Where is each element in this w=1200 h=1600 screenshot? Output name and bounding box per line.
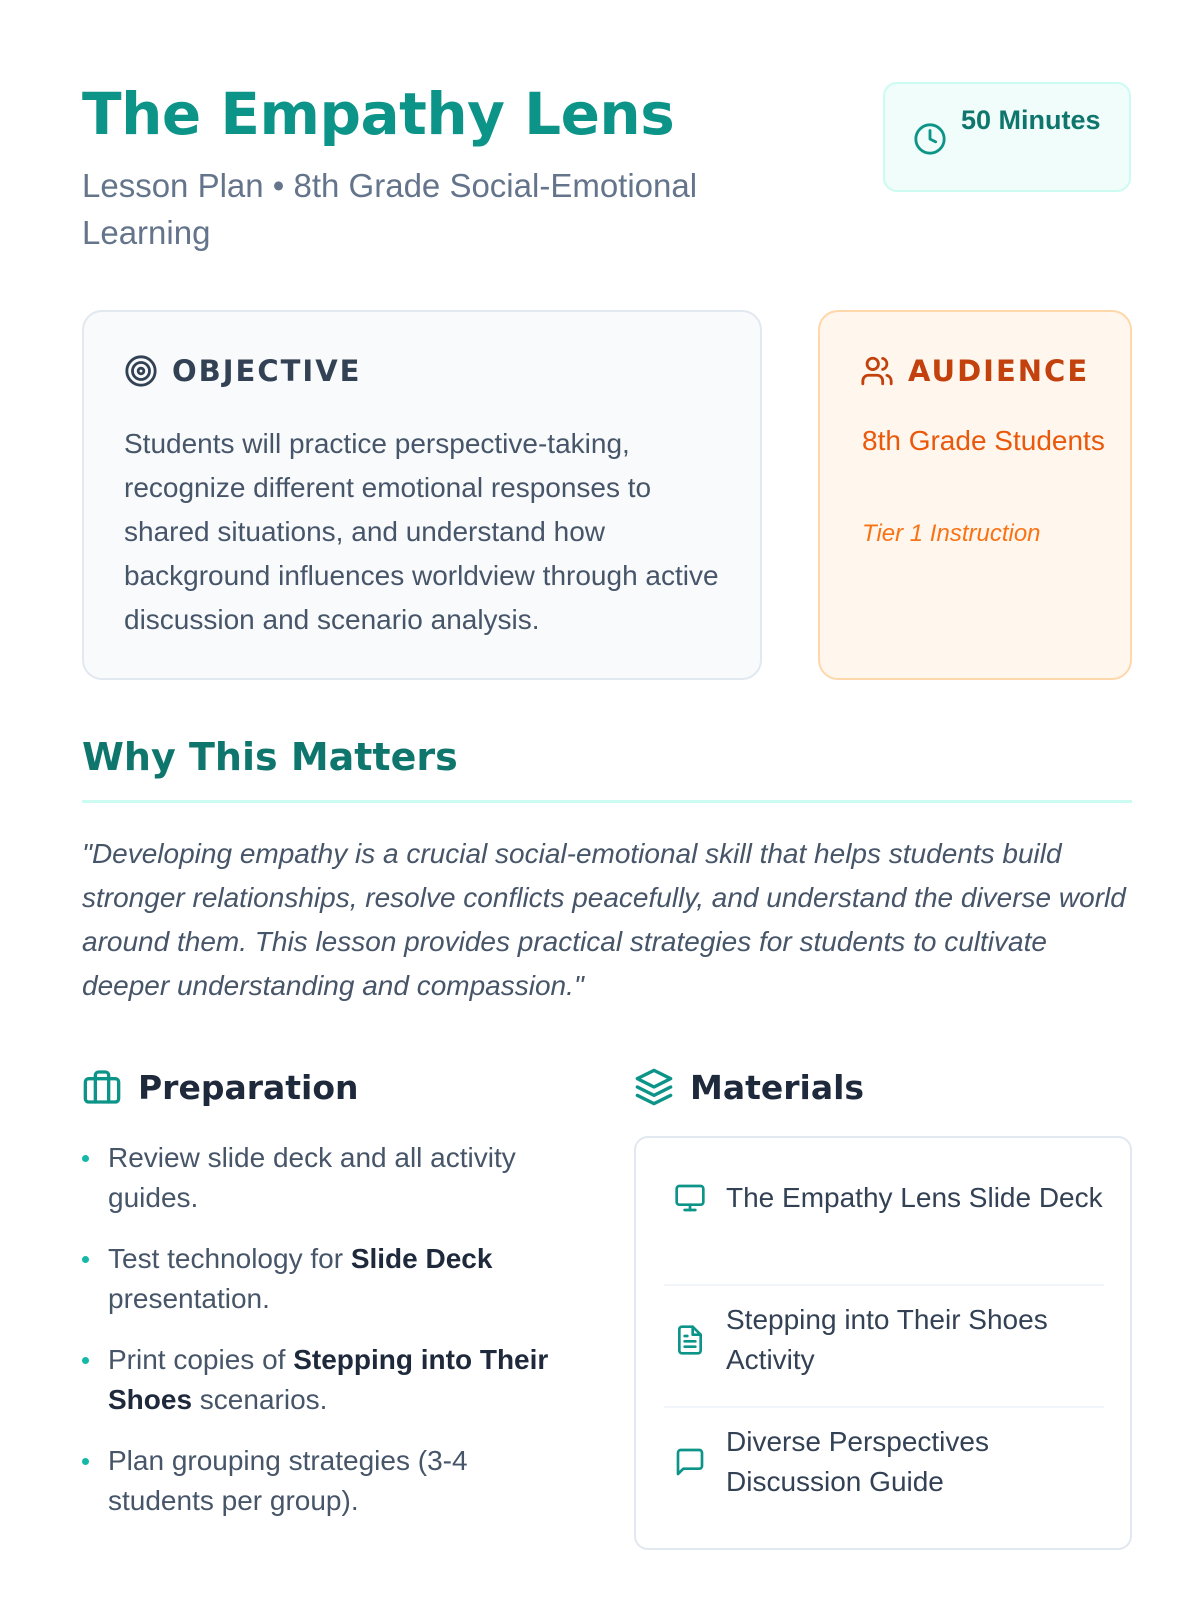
objective-header <box>124 354 361 388</box>
material-discussion-guide[interactable] <box>664 1422 1104 1502</box>
target-icon <box>124 354 158 388</box>
monitor-icon <box>674 1182 706 1214</box>
objective-label: OBJECTIVE <box>172 354 362 388</box>
audience-grade: 8th Grade Students <box>862 425 1105 456</box>
section-divider <box>82 800 1132 803</box>
objective-card <box>82 310 762 680</box>
preparation-list <box>82 1138 572 1542</box>
preparation-header <box>82 1067 359 1107</box>
duration-badge <box>883 82 1131 192</box>
audience-tier: Tier 1 Instruction <box>862 520 1041 547</box>
page-title: The Empathy Lens <box>82 80 675 148</box>
materials-header <box>634 1067 864 1107</box>
material-activity[interactable] <box>664 1300 1104 1380</box>
audience-card <box>818 310 1132 680</box>
list-item: Test technology for Slide Deck presentation. <box>82 1239 572 1319</box>
list-item: Print copies of Stepping into Their Shoes scenarios. <box>82 1340 572 1420</box>
preparation-title: Preparation <box>138 1067 359 1107</box>
bullet-dot <box>82 1256 89 1263</box>
list-item: Plan grouping strategies (3-4 students per group). <box>82 1441 572 1521</box>
material-divider <box>664 1284 1104 1286</box>
bullet-dot <box>82 1357 89 1364</box>
material-label: The Empathy Lens Slide Deck <box>726 1182 1103 1213</box>
clock-icon <box>913 122 947 156</box>
why-quote: "Developing empathy is a crucial social-emotional skill that helps students build stronger relationships, resolve conflicts peacefully, and understand the diverse world around them. This lesson provides practical strategies for students to cultivate deeper understanding and compassion." <box>82 838 1126 1001</box>
page-subtitle: Lesson Plan • 8th Grade Social-Emotional Learning <box>82 167 698 251</box>
audience-label: AUDIENCE <box>908 354 1090 388</box>
users-icon <box>860 354 894 388</box>
material-divider <box>664 1406 1104 1408</box>
audience-header <box>860 354 1089 388</box>
material-slide-deck[interactable] <box>664 1178 1104 1218</box>
material-label: Stepping into Their Shoes Activity <box>726 1304 1048 1375</box>
document-icon <box>674 1324 706 1356</box>
objective-text: Students will practice perspective-taking, recognize different emotional responses to shared situations, and understand how background influences worldview through active discussion and scenario analysis. <box>124 428 719 635</box>
chat-bubble-icon <box>674 1446 706 1478</box>
materials-card <box>634 1136 1132 1550</box>
material-label: Diverse Perspectives Discussion Guide <box>726 1426 989 1497</box>
bullet-dot <box>82 1458 89 1465</box>
list-item: Review slide deck and all activity guides. <box>82 1138 572 1218</box>
bullet-dot <box>82 1155 89 1162</box>
duration-text: 50 Minutes <box>961 105 1101 135</box>
why-section-title: Why This Matters <box>82 735 458 779</box>
briefcase-icon <box>82 1067 122 1107</box>
materials-title: Materials <box>690 1067 865 1107</box>
layers-icon <box>634 1067 674 1107</box>
